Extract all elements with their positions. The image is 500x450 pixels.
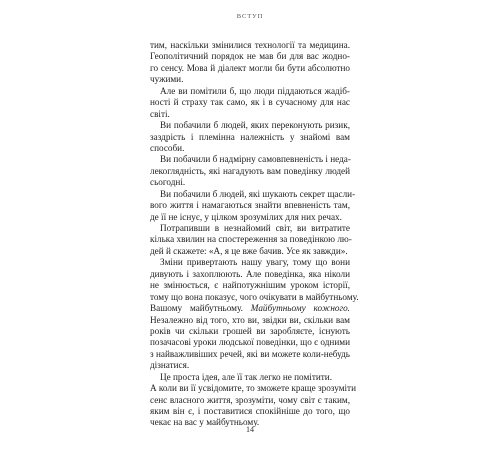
text-line: сенс власного життя, зрозуміти, чому світ є таким, — [150, 394, 350, 405]
text-line: тим, наскільки змінилися технології та медицина. — [150, 40, 350, 50]
text-line: яким він є, і поставитися спокійніше до того, що — [150, 406, 350, 416]
text-line: чужими. — [150, 74, 184, 85]
text-line: чекає на вас у майбутньому. — [150, 417, 260, 428]
text-line: А коли ви її усвідомите, то зможете краще зрозуміти — [150, 383, 356, 394]
text-line: Геополітичний порядок не мав би для вас жодно- — [150, 51, 350, 62]
text-line: не змінюється, є найпотужнішим уроком історії, — [150, 280, 350, 291]
text-line: способи. — [150, 142, 185, 153]
text-line: де її не існує, у цілком зрозумілих для них речах. — [150, 211, 342, 222]
text-line: з найважливіших речей, які ви можете коли-небудь — [150, 348, 350, 359]
text-line: дей й скажете: «А, я це вже бачив. Усе як завжди». — [150, 245, 348, 256]
text-line: сьогодні. — [150, 177, 186, 188]
text-line: Вашому майбутньому. Майбутньому кожного. — [150, 303, 350, 314]
text-line: позачасові уроки людської поведінки, що є одними — [150, 337, 350, 348]
running-header: ВСТУП — [236, 13, 264, 20]
text-line: Ви побачили б людей, які шукають секрет щасли- — [160, 188, 356, 199]
text-line: го сенсу. Мова й діалект могли би бути абсолютно — [150, 62, 350, 73]
text-line: тому що вона показує, чого очікувати в майбутньому. — [150, 291, 359, 302]
text-line: Ви побачили б надмірну самовпевненість і неда- — [160, 154, 351, 165]
text-line: Ви побачили б людей, яких переконують ризик, — [160, 120, 350, 131]
text-line: заздрість і племінна належність у знайомі вам — [150, 131, 350, 142]
body-text — [150, 40, 359, 429]
text-line: Потрапивши в незнайомий світ, ви витратите — [160, 223, 350, 233]
text-line: Але ви помітили б, що люди піддаються жадіб- — [160, 85, 350, 96]
text-line: Зміни привертають нашу увагу, тому що вони — [160, 257, 350, 268]
text-line: років чи скільки грошей ви заробляєте, існують — [150, 325, 350, 336]
page-number: 14 — [246, 425, 254, 434]
text-line: дивують і захоплюють. Але поведінка, яка ніколи — [150, 268, 350, 279]
text-line: дізнатися. — [150, 360, 190, 371]
text-line: кілька хвилин на спостереження за поведінкою лю- — [150, 234, 352, 245]
text-line: вого життя і намагаються знайти впевненість там, — [150, 200, 350, 211]
text-line: ності й страху так само, як і в сучасному для нас — [150, 97, 350, 108]
text-line: Незалежно від того, хто ви, звідки ви, скільки вам — [150, 314, 350, 325]
text-line: Це проста ідея, але її так легко не помітити. — [160, 371, 333, 382]
text-line: лекоглядність, які нагадують вам поведінку людей — [150, 165, 350, 176]
text-line: світі. — [150, 108, 170, 119]
